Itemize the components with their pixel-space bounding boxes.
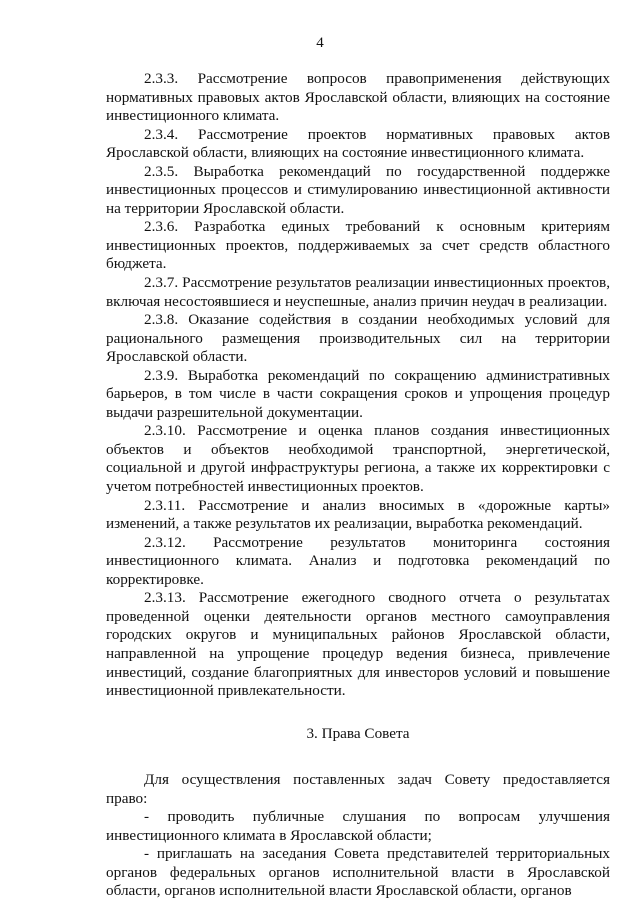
paragraph-2-3-5: 2.3.5. Выработка рекомендаций по государственной поддержке инвестиционных процессов и стимулированию инвестиционной активности на территории Ярославской области.	[106, 162, 610, 217]
paragraph-2-3-10: 2.3.10. Рассмотрение и оценка планов создания инвестиционных объектов и объектов необходимой транспортной, энергетической, социальной и другой инфраструктуры региона, а также их корректировки с учетом потребностей инвестиционных проектов.	[106, 422, 610, 496]
paragraph-2-3-3: 2.3.3. Рассмотрение вопросов правоприменения действующих нормативных правовых актов Ярославской области, влияющих на состояние инвестиционного климата.	[106, 70, 610, 125]
section-heading: 3. Права Совета	[306, 724, 410, 742]
document-body	[106, 70, 610, 901]
paragraph-right-hearings: - проводить публичные слушания по вопросам улучшения инвестиционного климата в Ярославской области;	[106, 808, 610, 844]
paragraph-2-3-6: 2.3.6. Разработка единых требований к основным критериям инвестиционных проектов, поддерживаемых за счет средств областного бюджета.	[106, 218, 610, 273]
paragraph-2-3-9: 2.3.9. Выработка рекомендаций по сокращению административных барьеров, в том числе в части сокращения сроков и упрощения процедур выдачи разрешительной документации.	[106, 366, 610, 421]
paragraph-2-3-11: 2.3.11. Рассмотрение и анализ вносимых в «дорожные карты» изменений, а также результатов их реализации, выработка рекомендаций.	[106, 496, 610, 533]
paragraph-2-3-13: 2.3.13. Рассмотрение ежегодного сводного отчета о результатах проведенной оценки деятельности органов местного самоуправления городских округов и муниципальных районов Ярославской области, направленной на упрощение процедур ведения бизнеса, привлечение инвестиций, создание благоприятных для инвесторов условий и повышение инвестиционной привлекательности.	[106, 589, 610, 700]
paragraph-right-invite: - приглашать на заседания Совета представителей территориальных органов федеральных органов исполнительной власти в Ярославской области, органов исполнительной власти Ярославской области, органов	[106, 845, 610, 900]
paragraph-2-3-8: 2.3.8. Оказание содействия в создании необходимых условий для рационального размещения производительных сил на территории Ярославской области.	[106, 311, 610, 366]
paragraph-2-3-7: 2.3.7. Рассмотрение результатов реализации инвестиционных проектов, включая несостоявшиеся и неуспешные, анализ причин неудач в реализации.	[106, 274, 610, 310]
paragraph-2-3-12: 2.3.12. Рассмотрение результатов мониторинга состояния инвестиционного климата. Анализ и подготовка рекомендаций по корректировке.	[106, 533, 610, 588]
paragraph-rights-intro: Для осуществления поставленных задач Совету предоставляется право:	[106, 771, 610, 807]
paragraph-2-3-4: 2.3.4. Рассмотрение проектов нормативных правовых актов Ярославской области, влияющих на состояние инвестиционного климата.	[106, 125, 610, 162]
page-number: 4	[316, 35, 324, 51]
